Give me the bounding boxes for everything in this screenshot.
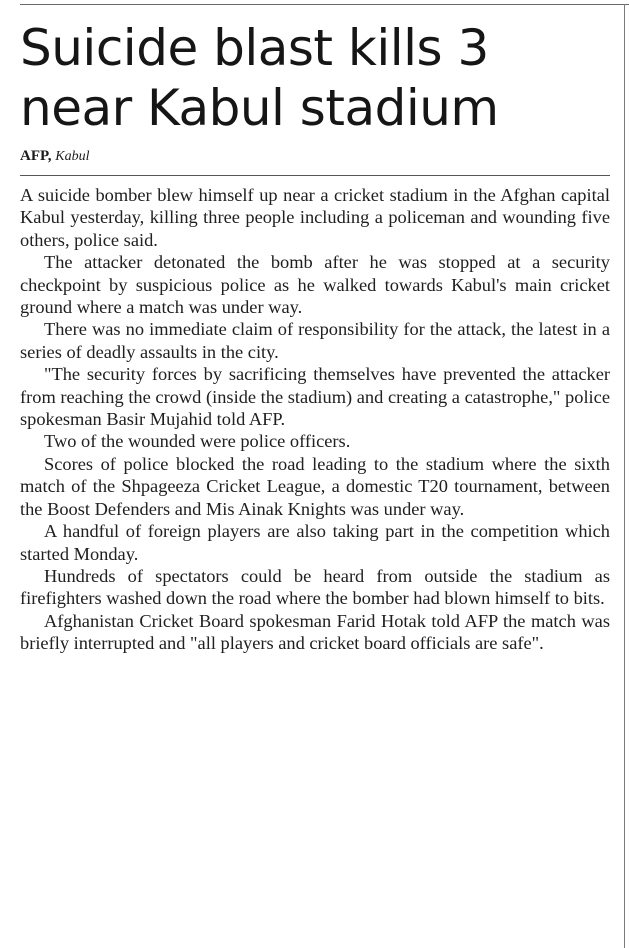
article-paragraph: Scores of police blocked the road leading to the stadium where the sixth match of the Shpageeza Cricket League, a domestic T20 tournament, between the Boost Defenders and Mis Ainak Knights was under way. [20, 453, 610, 519]
byline-location: Kabul [55, 149, 90, 164]
news-article [20, 18, 610, 655]
article-body [20, 184, 610, 655]
article-paragraph: A handful of foreign players are also taking part in the competition which started Monday. [20, 521, 610, 564]
article-paragraph: "The security forces by sacrificing themselves have prevented the attacker from reaching the crowd (inside the stadium) and creating a catastrophe," police spokesman Basir Mujahid told AFP. [20, 364, 610, 430]
article-paragraph: Hundreds of spectators could be heard from outside the stadium as firefighters washed down the road where the bomber had blown himself to bits. [20, 565, 610, 609]
article-paragraph: Two of the wounded were police officers. [44, 431, 351, 452]
article-headline: Suicide blast kills 3 near Kabul stadium [20, 19, 499, 137]
byline-divider [20, 175, 610, 176]
article-paragraph: Afghanistan Cricket Board spokesman Farid Hotak told AFP the match was briefly interrupted and "all players and cricket board officials are safe". [20, 610, 610, 654]
article-byline [20, 146, 610, 167]
byline-agency: AFP, [20, 148, 52, 164]
right-border-rule [624, 4, 625, 948]
top-border-rule [20, 4, 629, 5]
article-paragraph: The attacker detonated the bomb after he was stopped at a security checkpoint by suspicious police as he walked towards Kabul's main cricket ground where a match was under way. [20, 252, 610, 318]
article-paragraph: A suicide bomber blew himself up near a cricket stadium in the Afghan capital Kabul yesterday, killing three people including a policeman and wounding five others, police said. [20, 185, 610, 250]
article-paragraph: There was no immediate claim of responsibility for the attack, the latest in a series of deadly assaults in the city. [20, 319, 610, 362]
